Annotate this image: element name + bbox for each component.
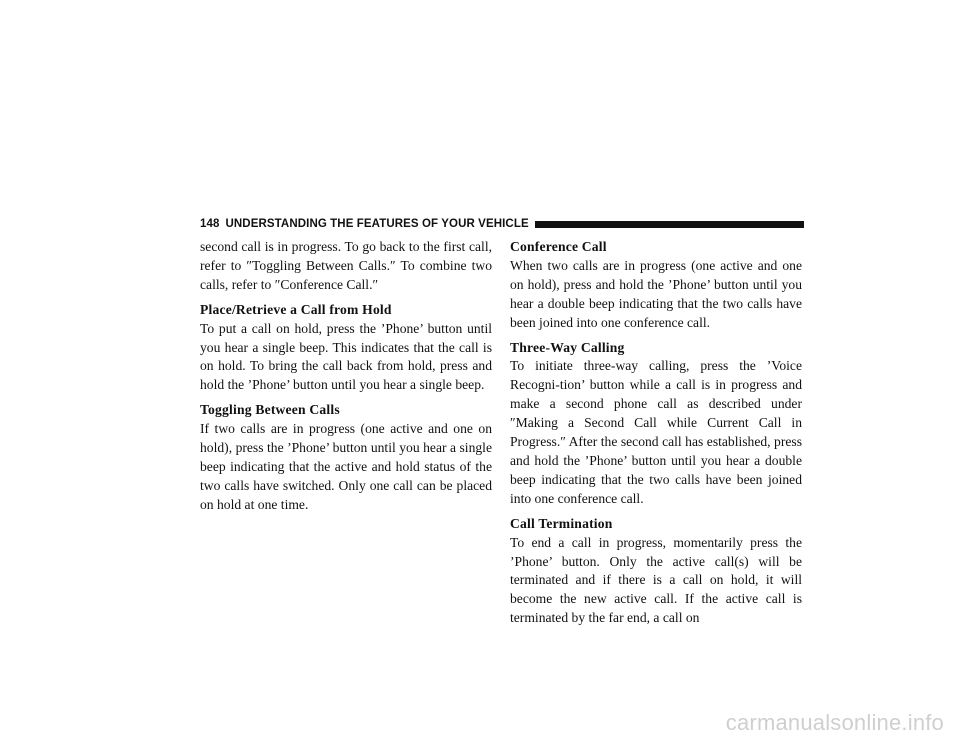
page-header <box>200 216 804 232</box>
section-body-termination: To end a call in progress, momentarily press the ’Phone’ button. Only the active call(s) will be terminated and if there is a call on hold, it will become the new active call. If the active call is terminated by the far end, a call on <box>510 534 802 626</box>
section-body-three-way: To initiate three-way calling, press the ’Voice Recogni-tion’ button while a call is in progress and make a second phone call as described under ″Making a Second Call while Current Call in Progress.″ After the second call has established, press and hold the ’Phone’ button until you hear a double beep indicating that the two calls have been joined into one conference call. <box>510 358 802 506</box>
section-heading-termination: Call Termination <box>510 515 613 531</box>
section-body-toggling: If two calls are in progress (one active and one on hold), press the ’Phone’ button until you hear a single beep indicating that the active and hold status of the two calls have switched. Only one call can be placed on hold at one time. <box>200 421 492 512</box>
intro-paragraph: second call is in progress. To go back to the first call, refer to ″Toggling Between Calls.″ To combine two calls, refer to ″Conference Call.″ <box>200 239 492 292</box>
right-column <box>510 238 802 634</box>
section-heading-hold: Place/Retrieve a Call from Hold <box>200 301 392 317</box>
watermark: carmanualsonline.info <box>725 710 944 735</box>
header-rule <box>535 221 804 228</box>
section-body-hold: To put a call on hold, press the ’Phone’ button until you hear a single beep. This indicates that the call is on hold. To bring the call back from hold, press and hold the ’Phone’ button until you hear a single beep. <box>200 320 492 393</box>
section-body-conference: When two calls are in progress (one active and one on hold), press and hold the ’Phone’ button until you hear a double beep indicating that the two calls have been joined into one conference call. <box>510 257 802 330</box>
page-number: 148 <box>200 218 220 230</box>
section-heading-conference: Conference Call <box>510 239 607 254</box>
section-heading-toggling: Toggling Between Calls <box>200 402 340 418</box>
header-text <box>200 218 529 230</box>
header-title: UNDERSTANDING THE FEATURES OF YOUR VEHICLE <box>225 218 529 230</box>
section-heading-three-way: Three-Way Calling <box>510 339 625 355</box>
left-column <box>200 238 492 521</box>
